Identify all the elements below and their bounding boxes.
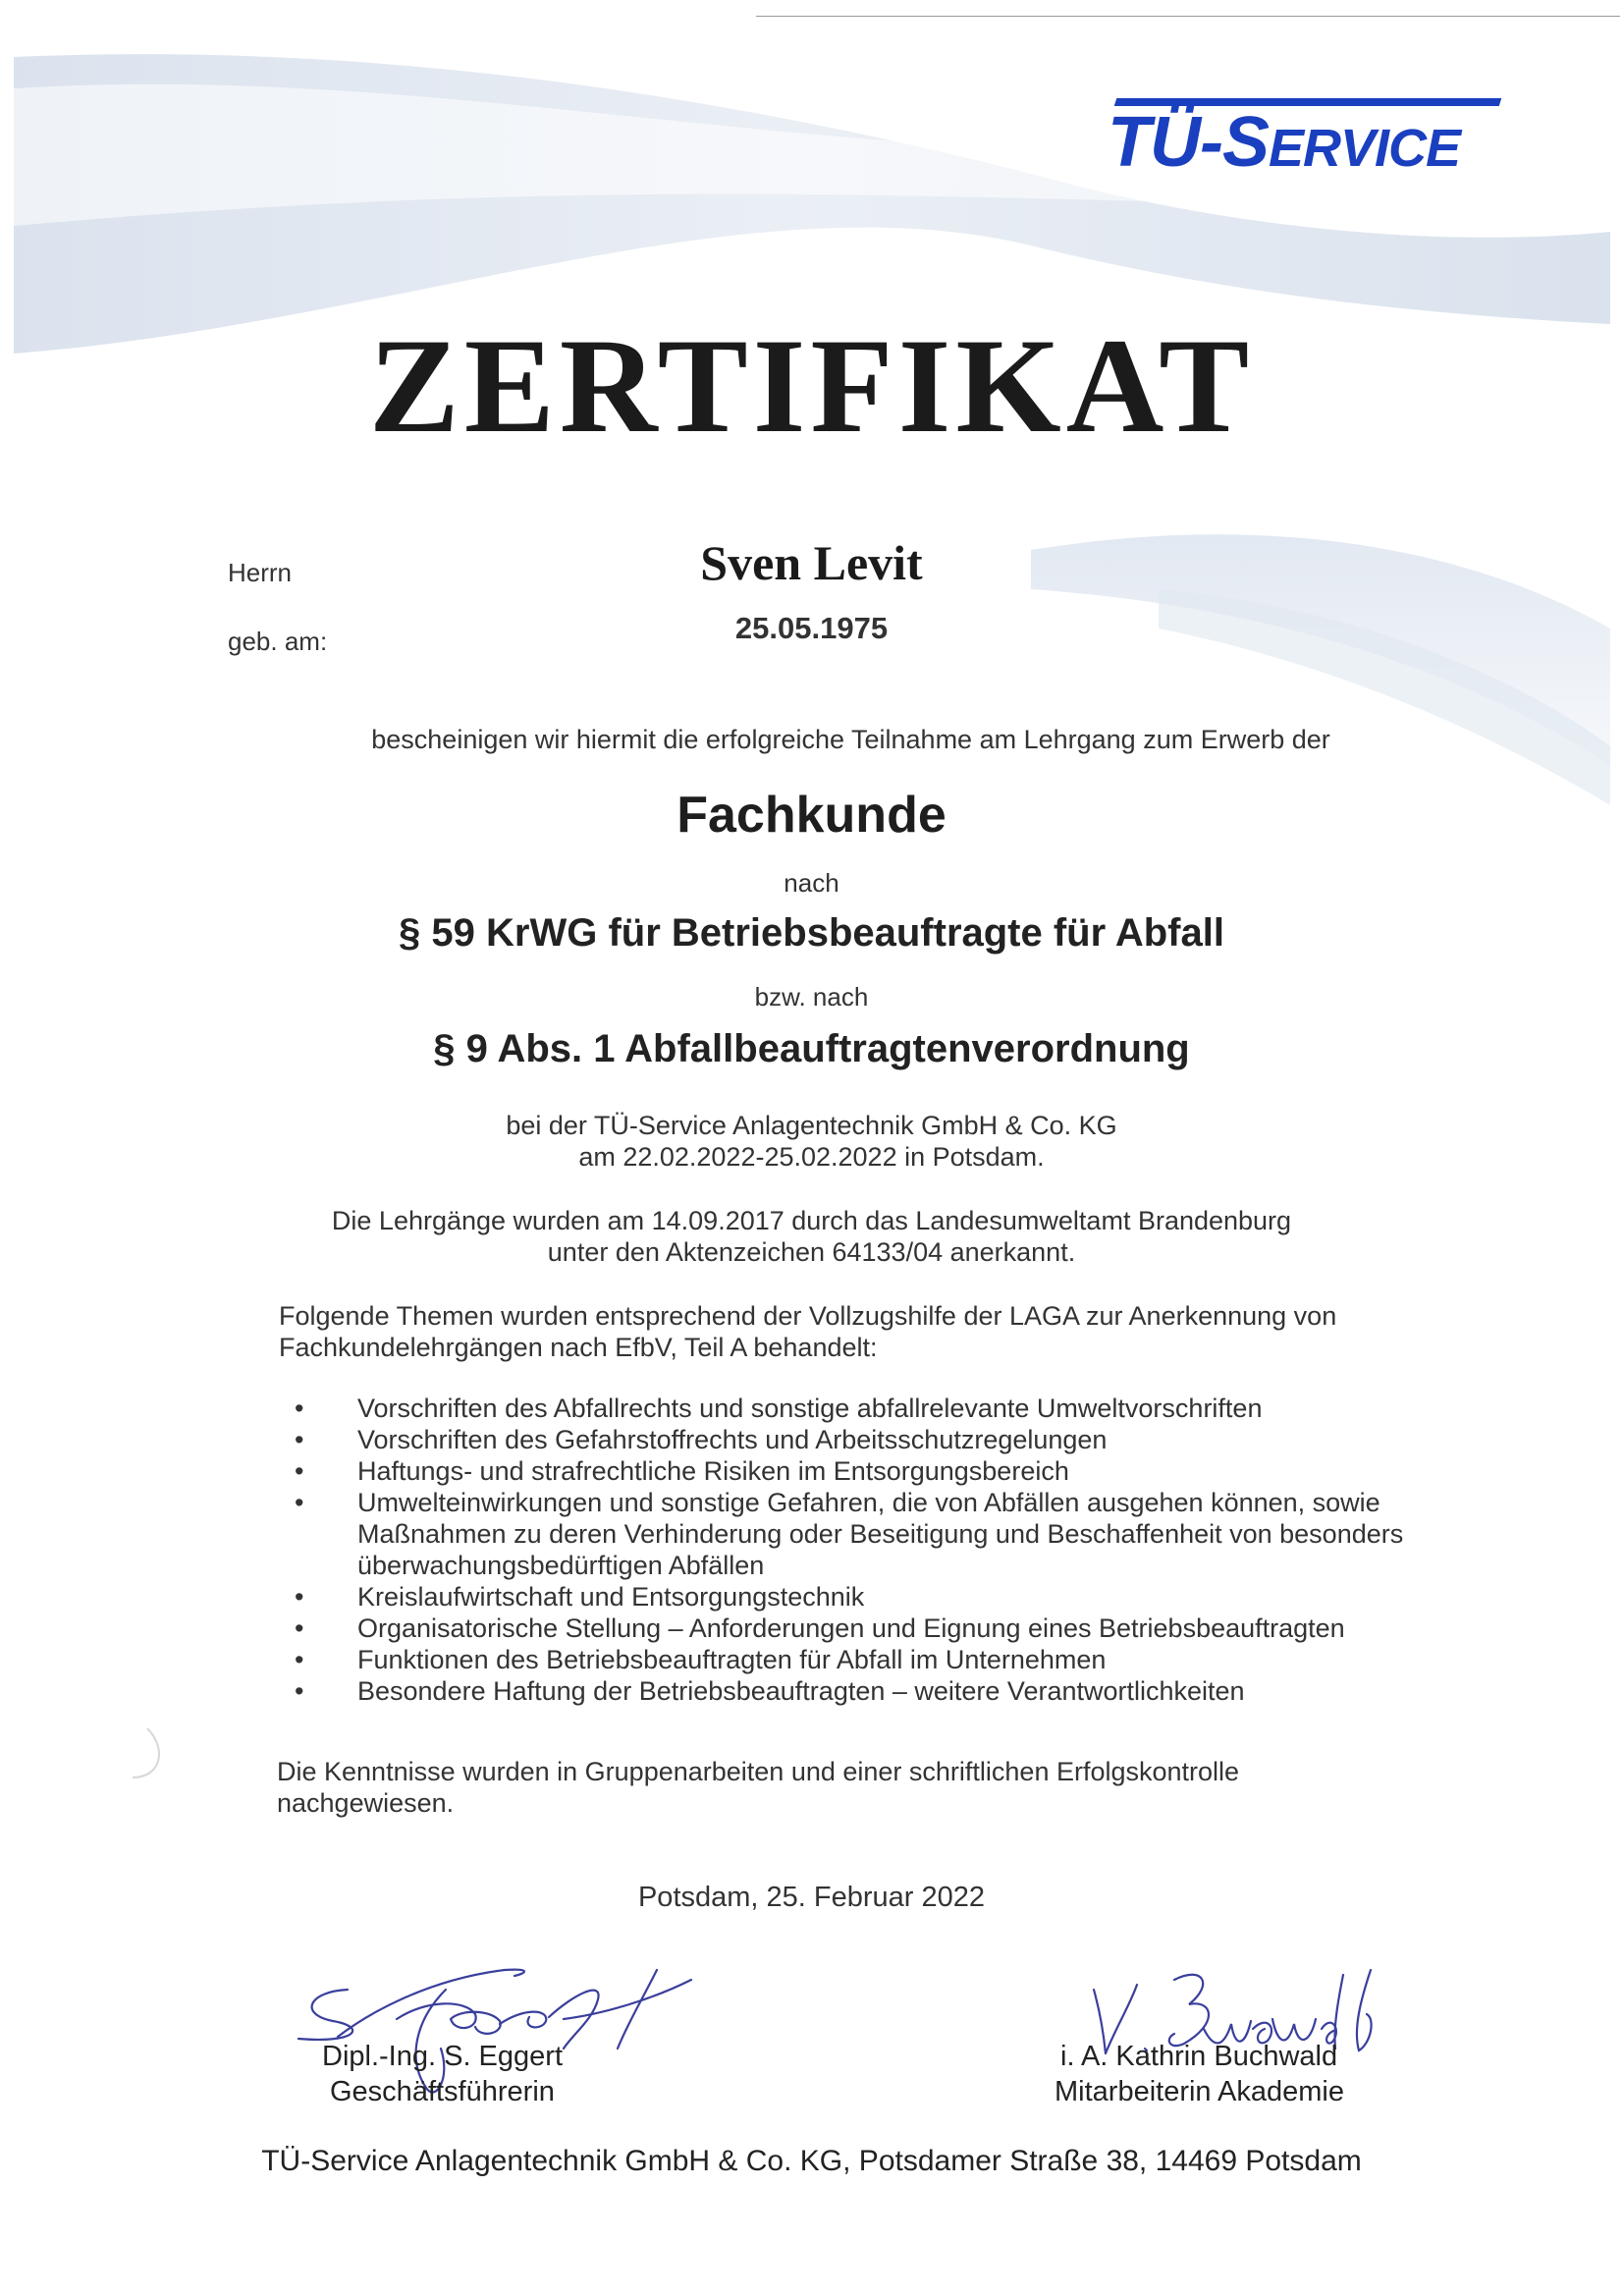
signatory-right-role: Mitarbeiterin Akademie bbox=[1055, 2076, 1344, 2107]
recipient-name: Sven Levit bbox=[700, 535, 923, 590]
venue-block bbox=[0, 1110, 1623, 1173]
place-date: Potsdam, 25. Februar 2022 bbox=[637, 1882, 986, 1913]
signatory-left-name: Dipl.-Ing. S. Eggert bbox=[322, 2041, 563, 2072]
recognition-line-2: unter den Aktenzeichen 64133/04 anerkannt. bbox=[547, 1237, 1076, 1267]
footer-address: TÜ-Service Anlagentechnik GmbH & Co. KG, Potsdamer Straße 38, 14469 Potsdam bbox=[261, 2145, 1362, 2177]
themes-intro: Folgende Themen wurden entsprechend der Vollzugshilfe der LAGA zur Anerkennung von Fachkundelehrgängen nach EfbV, Teil A behandelt: bbox=[279, 1301, 1337, 1362]
birth-date: 25.05.1975 bbox=[734, 611, 889, 645]
edge-mark bbox=[133, 1728, 159, 1777]
salutation-label: Herrn bbox=[228, 558, 293, 587]
venue-line-1: bei der TÜ-Service Anlagentechnik GmbH & Co. KG bbox=[506, 1111, 1117, 1140]
recognition-block bbox=[0, 1205, 1623, 1268]
signatory-left-role: Geschäftsführerin bbox=[330, 2076, 555, 2107]
list-item: • Vorschriften des Gefahrstoffrechts und Arbeitsschutzregelungen bbox=[295, 1424, 1434, 1455]
birth-label: geb. am: bbox=[228, 627, 328, 656]
nach-text: nach bbox=[784, 868, 839, 898]
bzw-nach-text: bzw. nach bbox=[754, 982, 869, 1011]
list-item: • Kreislaufwirtschaft und Entsorgungstechnik bbox=[295, 1581, 1434, 1613]
legal-reference-2: § 9 Abs. 1 Abfallbeauftragtenverordnung bbox=[433, 1027, 1190, 1070]
list-item: • Haftungs- und strafrechtliche Risiken im Entsorgungsbereich bbox=[295, 1455, 1434, 1487]
topics-list bbox=[295, 1393, 1434, 1707]
logo-text: TÜ-SERVICE bbox=[1108, 103, 1461, 182]
legal-reference-1: § 59 KrWG für Betriebsbeauftragte für Abfall bbox=[399, 911, 1224, 955]
list-item: • Vorschriften des Abfallrechts und sonstige abfallrelevante Umweltvorschriften bbox=[295, 1393, 1434, 1424]
list-item: • Organisatorische Stellung – Anforderungen und Eignung eines Betriebsbeauftragten bbox=[295, 1613, 1434, 1644]
intro-text: bescheinigen wir hiermit die erfolgreiche Teilnahme am Lehrgang zum Erwerb der bbox=[371, 725, 1330, 754]
list-item: • Funktionen des Betriebsbeauftragten für Abfall im Unternehmen bbox=[295, 1644, 1434, 1675]
top-rule bbox=[756, 16, 1620, 17]
certificate-title: ZERTIFIKAT bbox=[368, 310, 1255, 461]
tue-service-logo bbox=[1108, 98, 1500, 181]
venue-line-2: am 22.02.2022-25.02.2022 in Potsdam. bbox=[578, 1142, 1045, 1172]
recognition-line-1: Die Lehrgänge wurden am 14.09.2017 durch das Landesumweltamt Brandenburg bbox=[331, 1206, 1292, 1235]
list-item: • Besondere Haftung der Betriebsbeauftragten – weitere Verantwortlichkeiten bbox=[295, 1675, 1434, 1707]
signatory-right-name: i. A. Kathrin Buchwald bbox=[1060, 2041, 1338, 2072]
list-item: • Umwelteinwirkungen und sonstige Gefahren, die von Abfällen ausgehen können, sowie Maßnahmen zu deren Verhinderung oder Beseitigung und Beschaffenheit von besonders überwachungsbedürftigen Abfällen bbox=[295, 1487, 1434, 1581]
closing-text: Die Kenntnisse wurden in Gruppenarbeiten und einer schriftlichen Erfolgskontrolle nachgewiesen. bbox=[277, 1757, 1240, 1818]
qualification-title: Fachkunde bbox=[676, 787, 947, 844]
